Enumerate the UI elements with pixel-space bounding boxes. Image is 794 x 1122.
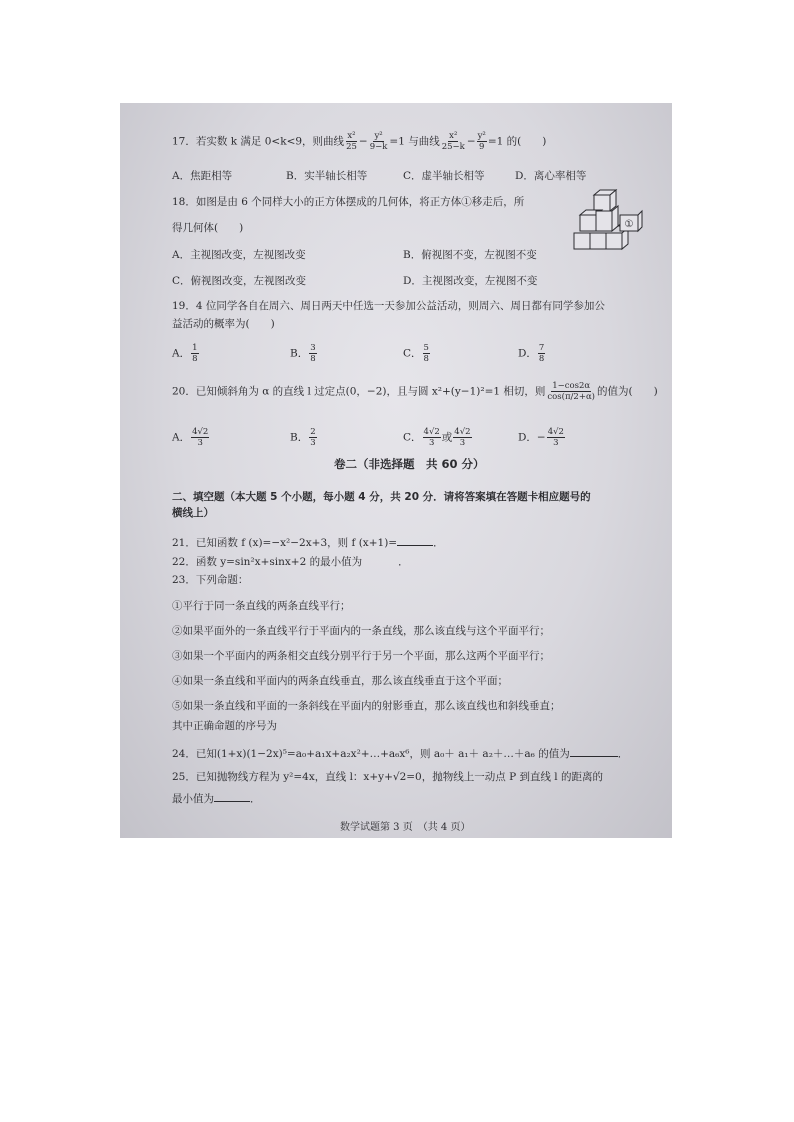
fraction: $\frac{\text{y²}}{9-k}$ <box>369 131 388 152</box>
q20-option-a: A． $\frac{4√2}{3}$ <box>172 427 209 448</box>
question-19-line2: 益活动的概率为( ) <box>172 318 275 330</box>
q19-option-b: B． $\frac{3}{8}$ <box>290 343 316 364</box>
fraction: $\frac{\text{x²}}{25-k}$ <box>441 131 465 152</box>
fraction: $\frac{\text{x²}}{25}$ <box>346 131 357 152</box>
answer-blank[interactable] <box>570 746 618 757</box>
question-19-line1: 19．4 位同学各自在周六、周日两天中任选一天参加公益活动，则周六、周日都有同学参加公 <box>172 300 605 312</box>
proposition-4: ④如果一条直线和平面内的两条直线垂直，那么该直线垂直于这个平面； <box>172 675 508 687</box>
answer-blank[interactable] <box>214 791 250 802</box>
q17-option-c: C．虚半轴长相等 <box>403 170 485 182</box>
answer-blank[interactable] <box>362 554 398 565</box>
q20-option-b: B． $\frac{2}{3}$ <box>290 427 316 448</box>
q18-option-b: B．俯视图不变，左视图不变 <box>403 249 537 261</box>
q20-option-c: C． $\frac{4√2}{3}$ 或 $\frac{4√2}{3}$ <box>403 427 471 448</box>
q17-option-d: D．离心率相等 <box>515 170 587 182</box>
q18-option-d: D．主视图改变，左视图不变 <box>403 275 538 287</box>
question-23-intro: 23．下列命题： <box>172 574 249 586</box>
question-18-line1: 18．如图是由 6 个同样大小的正方体摆成的几何体，将正方体①移走后，所 <box>172 196 525 208</box>
question-25-line1: 25．已知抛物线方程为 y²=4x，直线 l：x+y+√2=0，抛物线上一动点 P 到直线 l 的距离的 <box>172 771 604 783</box>
fraction: $\frac{1-\cos 2\alpha}{\cos(\pi/2+\alpha)}$ <box>547 381 595 402</box>
proposition-2: ②如果平面外的一条直线平行于平面内的一条直线，那么该直线与这个平面平行； <box>172 625 550 637</box>
question-18-line2: 得几何体( ) <box>172 222 244 234</box>
proposition-1: ①平行于同一条直线的两条直线平行； <box>172 600 351 612</box>
question-24: 24．已知(1+x)(1−2x)⁵=a₀+a₁x+a₂x²+…+a₆x⁶，则 a₀＋ a₁＋ a₂＋…＋a₆ 的值为 ． <box>172 748 629 760</box>
q19-option-c: C． $\frac{5}{8}$ <box>403 343 429 364</box>
q17-option-b: B．实半轴长相等 <box>286 170 368 182</box>
answer-blank[interactable] <box>277 718 327 729</box>
question-21: 21．已知函数 f (x)=−x²−2x+3，则 f (x+1)= ． <box>172 537 444 549</box>
fill-in-heading-2: 横线上） <box>172 507 214 519</box>
question-20: 20．已知倾斜角为 α 的直线 l 过定点(0，−2)，且与圆 x²+(y−1)²=1 相切，则 $\frac{1-\cos 2\alpha}{\cos(\pi/2+\alpha)}$ 的值为( ) <box>172 381 658 402</box>
q19-option-a: A． $\frac{1}{8}$ <box>172 343 198 364</box>
q18-option-a: A．主视图改变，左视图改变 <box>172 249 306 261</box>
question-22: 22．函数 y=sin²x+sinx+2 的最小值为 ． <box>172 556 409 568</box>
cube-label: ① <box>624 219 634 230</box>
q20-option-d: D．− $\frac{4√2}{3}$ <box>518 427 564 448</box>
scanned-page <box>120 103 672 838</box>
answer-blank[interactable] <box>397 535 433 546</box>
fill-in-heading-1: 二、填空题（本大题 5 个小题，每小题 4 分，共 20 分．请将答案填在答题卡相应题号的 <box>172 491 591 503</box>
page-footer: 数学试题第 3 页 （共 4 页） <box>340 822 471 833</box>
q18-option-c: C．俯视图改变，左视图改变 <box>172 275 307 287</box>
proposition-3: ③如果一个平面内的两条相交直线分别平行于另一个平面，那么这两个平面平行； <box>172 650 550 662</box>
question-17: 17．若实数 k 满足 0<k<9，则曲线 $\frac{\text{x²}}{25}$ − $\frac{\text{y²}}{9-k}$ =1 与曲线 $\frac{\text{x²}}{25-k}$ − $\frac{\text{y²}}{9}$ =1 的( ) <box>172 131 547 152</box>
fraction: $\frac{\text{y²}}{9}$ <box>477 131 486 152</box>
question-25-line2: 最小值为 ． <box>172 793 261 805</box>
section-title: 卷二（非选择题 共 60 分） <box>334 457 485 471</box>
question-23-ending: 其中正确命题的序号为 <box>172 718 327 733</box>
q17-option-a: A．焦距相等 <box>172 170 233 182</box>
q19-option-d: D． $\frac{7}{8}$ <box>518 343 545 364</box>
cube-figure <box>572 189 644 255</box>
proposition-5: ⑤如果一条直线和平面的一条斜线在平面内的射影垂直，那么该直线也和斜线垂直； <box>172 700 561 712</box>
